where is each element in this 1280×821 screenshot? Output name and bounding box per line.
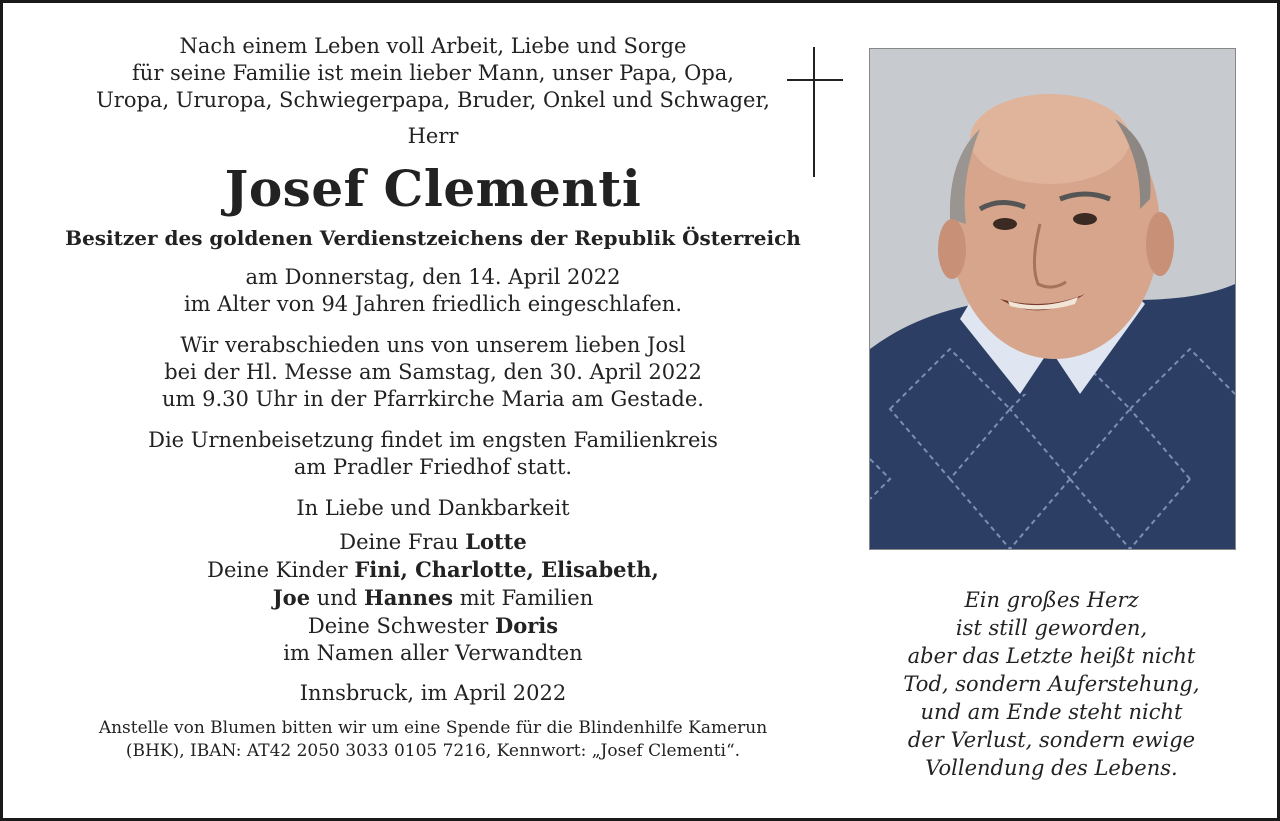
farewell-line: Wir verabschieden uns von unserem lieben Josl (180, 333, 686, 357)
burial-notice (33, 427, 833, 481)
intro-line: für seine Familie ist mein lieber Mann, unser Papa, Opa, (132, 61, 734, 85)
mourner-wife (33, 528, 833, 556)
quote-line: und am Ende steht nicht (920, 700, 1183, 724)
wife-prefix: Deine Frau (339, 530, 459, 554)
mourner-kids-cont (33, 584, 833, 612)
kids-names: Fini, Charlotte, Elisabeth, (354, 557, 659, 582)
burial-line: Die Urnenbeisetzung findet im engsten Familienkreis (148, 428, 718, 452)
quote-line: Ein großes Herz (964, 588, 1139, 612)
death-line: am Donnerstag, den 14. April 2022 (245, 265, 621, 289)
mourner-sister (33, 612, 833, 640)
portrait-photo (869, 48, 1236, 550)
quote-line: Vollendung des Lebens. (925, 756, 1178, 780)
place-date: Innsbruck, im April 2022 (299, 681, 567, 705)
quote-line: Tod, sondern Auferstehung, (903, 672, 1200, 696)
mourners-list (33, 495, 833, 667)
kid-joe: Joe (272, 585, 311, 610)
kids-prefix: Deine Kinder (207, 558, 348, 582)
donation-line: (BHK), IBAN: AT42 2050 3033 0105 7216, Kennwort: „Josef Clementi“. (125, 741, 741, 761)
donation-note (33, 717, 833, 763)
award-line: Besitzer des goldenen Verdienstzeichens der Republik Österreich (65, 226, 801, 250)
kids-suffix: mit Familien (459, 586, 594, 610)
mourner-relatives: im Namen aller Verwandten (283, 641, 583, 665)
mourner-kids (33, 556, 833, 584)
burial-line: am Pradler Friedhof statt. (293, 455, 573, 479)
farewell-notice (33, 332, 833, 413)
wife-name: Lotte (465, 529, 527, 554)
farewell-line: bei der Hl. Messe am Samstag, den 30. April 2022 (164, 360, 702, 384)
farewell-line: um 9.30 Uhr in der Pfarrkirche Maria am Gestade. (162, 387, 704, 411)
quote-line: aber das Letzte heißt nicht (907, 644, 1196, 668)
obituary-text-column (33, 33, 833, 763)
quote-line: ist still geworden, (955, 616, 1148, 640)
kids-and: und (316, 586, 358, 610)
quote-line: der Verlust, sondern ewige (907, 728, 1196, 752)
quote-text (869, 586, 1234, 782)
portrait-illustration (870, 49, 1235, 549)
sister-prefix: Deine Schwester (307, 614, 489, 638)
deceased-name: Josef Clementi (224, 159, 642, 218)
intro-text (33, 33, 833, 114)
mourners-intro: In Liebe und Dankbarkeit (296, 496, 570, 520)
death-notice (33, 264, 833, 318)
intro-line: Uropa, Ururopa, Schwiegerpapa, Bruder, Onkel und Schwager, (96, 88, 770, 112)
kid-hannes: Hannes (363, 585, 454, 610)
cross-icon (787, 47, 843, 177)
sister-name: Doris (494, 613, 559, 638)
salutation: Herr (407, 124, 459, 148)
death-line: im Alter von 94 Jahren friedlich eingeschlafen. (183, 292, 683, 316)
intro-line: Nach einem Leben voll Arbeit, Liebe und Sorge (179, 34, 687, 58)
donation-line: Anstelle von Blumen bitten wir um eine Spende für die Blindenhilfe Kamerun (98, 718, 768, 738)
